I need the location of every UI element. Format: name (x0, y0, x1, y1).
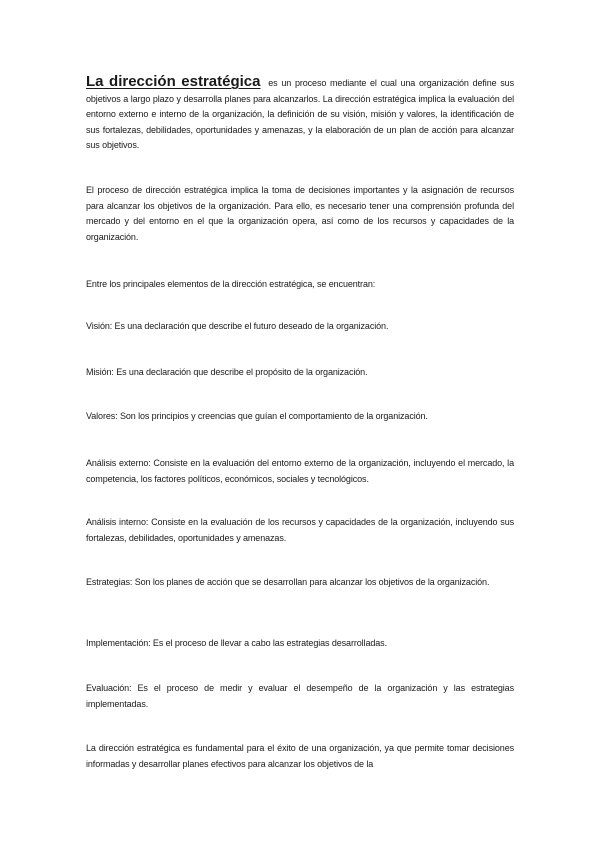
estrategias-paragraph: Estrategias: Son los planes de acción que se desarrollan para alcanzar los objetivos de la organización. (86, 577, 490, 587)
intro-text: es un proceso mediante el cual una organización define sus objetivos a largo plazo y desarrolla planes para alcanzarlos. La dirección estratégica implica la evaluación del entorno externo e interno de la organización, la definición de su visión, misión y valores, la identificación de sus fortalezas, debilidades, oportunidades y amenazas, y la elaboración de un plan de acción para alcanzar sus objetivos. (86, 78, 514, 151)
intro-paragraph (86, 74, 514, 154)
analisis-interno-paragraph: Análisis interno: Consiste en la evaluación de los recursos y capacidades de la organización, incluyendo sus fortalezas, debilidades, oportunidades y amenazas. (86, 517, 514, 543)
valores-paragraph: Valores: Son los principios y creencias que guían el comportamiento de la organización. (86, 411, 428, 421)
mision-paragraph: Misión: Es una declaración que describe el propósito de la organización. (86, 367, 368, 377)
analisis-externo-paragraph: Análisis externo: Consiste en la evaluación del entorno externo de la organización, incluyendo el mercado, la competencia, los factores políticos, económicos, sociales y tecnológicos. (86, 458, 514, 484)
evaluacion-paragraph: Evaluación: Es el proceso de medir y evaluar el desempeño de la organización y las estrategias implementadas. (86, 683, 514, 709)
conclusion-paragraph: La dirección estratégica es fundamental para el éxito de una organización, ya que permite tomar decisiones informadas y desarrollar planes efectivos para alcanzar los objetivos de la (86, 743, 514, 769)
implementacion-paragraph: Implementación: Es el proceso de llevar a cabo las estrategias desarrolladas. (86, 638, 387, 648)
process-paragraph: El proceso de dirección estratégica implica la toma de decisiones importantes y la asignación de recursos para alcanzar los objetivos de la organización. Para ello, es necesario tener una comprensión profunda del mercado y del entorno en el que la organización opera, así como de los recursos y capacidades de la organización. (86, 185, 514, 242)
vision-paragraph: Visión: Es una declaración que describe el futuro deseado de la organización. (86, 321, 389, 331)
elements-intro-paragraph: Entre los principales elementos de la dirección estratégica, se encuentran: (86, 279, 376, 289)
document-title: La dirección estratégica (86, 73, 261, 90)
